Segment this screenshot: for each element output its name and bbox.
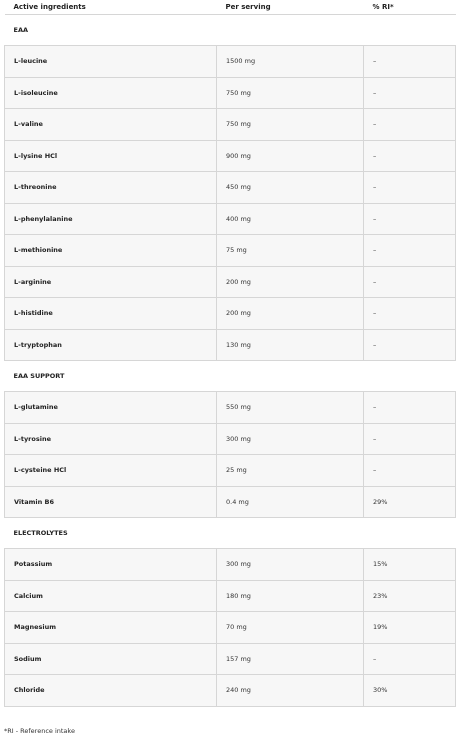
ingredient-name: L-glutamine	[5, 392, 217, 424]
section-header	[5, 15, 456, 46]
table-row	[5, 455, 456, 487]
table-row	[5, 423, 456, 455]
ingredient-name: L-isoleucine	[5, 77, 217, 109]
table-row	[5, 612, 456, 644]
ri-value: –	[364, 172, 456, 204]
ri-value: –	[364, 46, 456, 78]
per-serving-value: 300 mg	[217, 423, 364, 455]
ingredient-name: L-tryptophan	[5, 329, 217, 361]
table-row	[5, 172, 456, 204]
header-per-serving: Per serving	[217, 0, 364, 15]
header-ri: % RI*	[364, 0, 456, 15]
table-row	[5, 266, 456, 298]
table-row	[5, 46, 456, 78]
per-serving-value: 550 mg	[217, 392, 364, 424]
ingredient-name: Vitamin B6	[5, 486, 217, 518]
ri-value: 29%	[364, 486, 456, 518]
ingredient-name: Potassium	[5, 549, 217, 581]
header-ingredient: Active ingredients	[5, 0, 217, 15]
per-serving-value: 300 mg	[217, 549, 364, 581]
ingredient-name: L-histidine	[5, 298, 217, 330]
section-title: EAA SUPPORT	[5, 361, 456, 392]
table-row	[5, 203, 456, 235]
ri-value: –	[364, 203, 456, 235]
ri-value: 19%	[364, 612, 456, 644]
ri-value: –	[364, 140, 456, 172]
table-row	[5, 580, 456, 612]
nutrition-table	[4, 0, 456, 707]
ri-value: –	[364, 77, 456, 109]
per-serving-value: 130 mg	[217, 329, 364, 361]
table-row	[5, 109, 456, 141]
per-serving-value: 750 mg	[217, 109, 364, 141]
ri-value: –	[364, 329, 456, 361]
ri-value: –	[364, 109, 456, 141]
ingredient-name: Magnesium	[5, 612, 217, 644]
ri-value: –	[364, 455, 456, 487]
ingredient-name: L-leucine	[5, 46, 217, 78]
section-title: ELECTROLYTES	[5, 518, 456, 549]
per-serving-value: 70 mg	[217, 612, 364, 644]
ingredient-name: L-phenylalanine	[5, 203, 217, 235]
ingredient-name: L-lysine HCl	[5, 140, 217, 172]
per-serving-value: 75 mg	[217, 235, 364, 267]
footnote: *RI - Reference intake	[4, 727, 75, 735]
ri-value: 15%	[364, 549, 456, 581]
per-serving-value: 750 mg	[217, 77, 364, 109]
section-header	[5, 361, 456, 392]
table-row	[5, 549, 456, 581]
section-header	[5, 518, 456, 549]
per-serving-value: 200 mg	[217, 266, 364, 298]
ingredient-name: Chloride	[5, 675, 217, 707]
table-row	[5, 77, 456, 109]
ingredient-name: Calcium	[5, 580, 217, 612]
table-row	[5, 392, 456, 424]
nutrition-table-container	[4, 0, 455, 707]
ri-value: –	[364, 298, 456, 330]
ri-value: –	[364, 423, 456, 455]
ingredient-name: L-tyrosine	[5, 423, 217, 455]
table-body	[5, 15, 456, 707]
per-serving-value: 900 mg	[217, 140, 364, 172]
per-serving-value: 0.4 mg	[217, 486, 364, 518]
table-row	[5, 486, 456, 518]
ingredient-name: L-methionine	[5, 235, 217, 267]
ingredient-name: L-threonine	[5, 172, 217, 204]
per-serving-value: 200 mg	[217, 298, 364, 330]
section-title: EAA	[5, 15, 456, 46]
ri-value: –	[364, 266, 456, 298]
table-row	[5, 675, 456, 707]
table-header	[5, 0, 456, 15]
per-serving-value: 157 mg	[217, 643, 364, 675]
ingredient-name: L-valine	[5, 109, 217, 141]
ingredient-name: Sodium	[5, 643, 217, 675]
table-row	[5, 298, 456, 330]
table-row	[5, 643, 456, 675]
ingredient-name: L-cysteine HCl	[5, 455, 217, 487]
table-row	[5, 329, 456, 361]
per-serving-value: 25 mg	[217, 455, 364, 487]
ri-value: 23%	[364, 580, 456, 612]
per-serving-value: 450 mg	[217, 172, 364, 204]
per-serving-value: 400 mg	[217, 203, 364, 235]
table-row	[5, 140, 456, 172]
per-serving-value: 1500 mg	[217, 46, 364, 78]
ri-value: –	[364, 235, 456, 267]
per-serving-value: 240 mg	[217, 675, 364, 707]
table-row	[5, 235, 456, 267]
ingredient-name: L-arginine	[5, 266, 217, 298]
ri-value: –	[364, 392, 456, 424]
per-serving-value: 180 mg	[217, 580, 364, 612]
ri-value: –	[364, 643, 456, 675]
ri-value: 30%	[364, 675, 456, 707]
